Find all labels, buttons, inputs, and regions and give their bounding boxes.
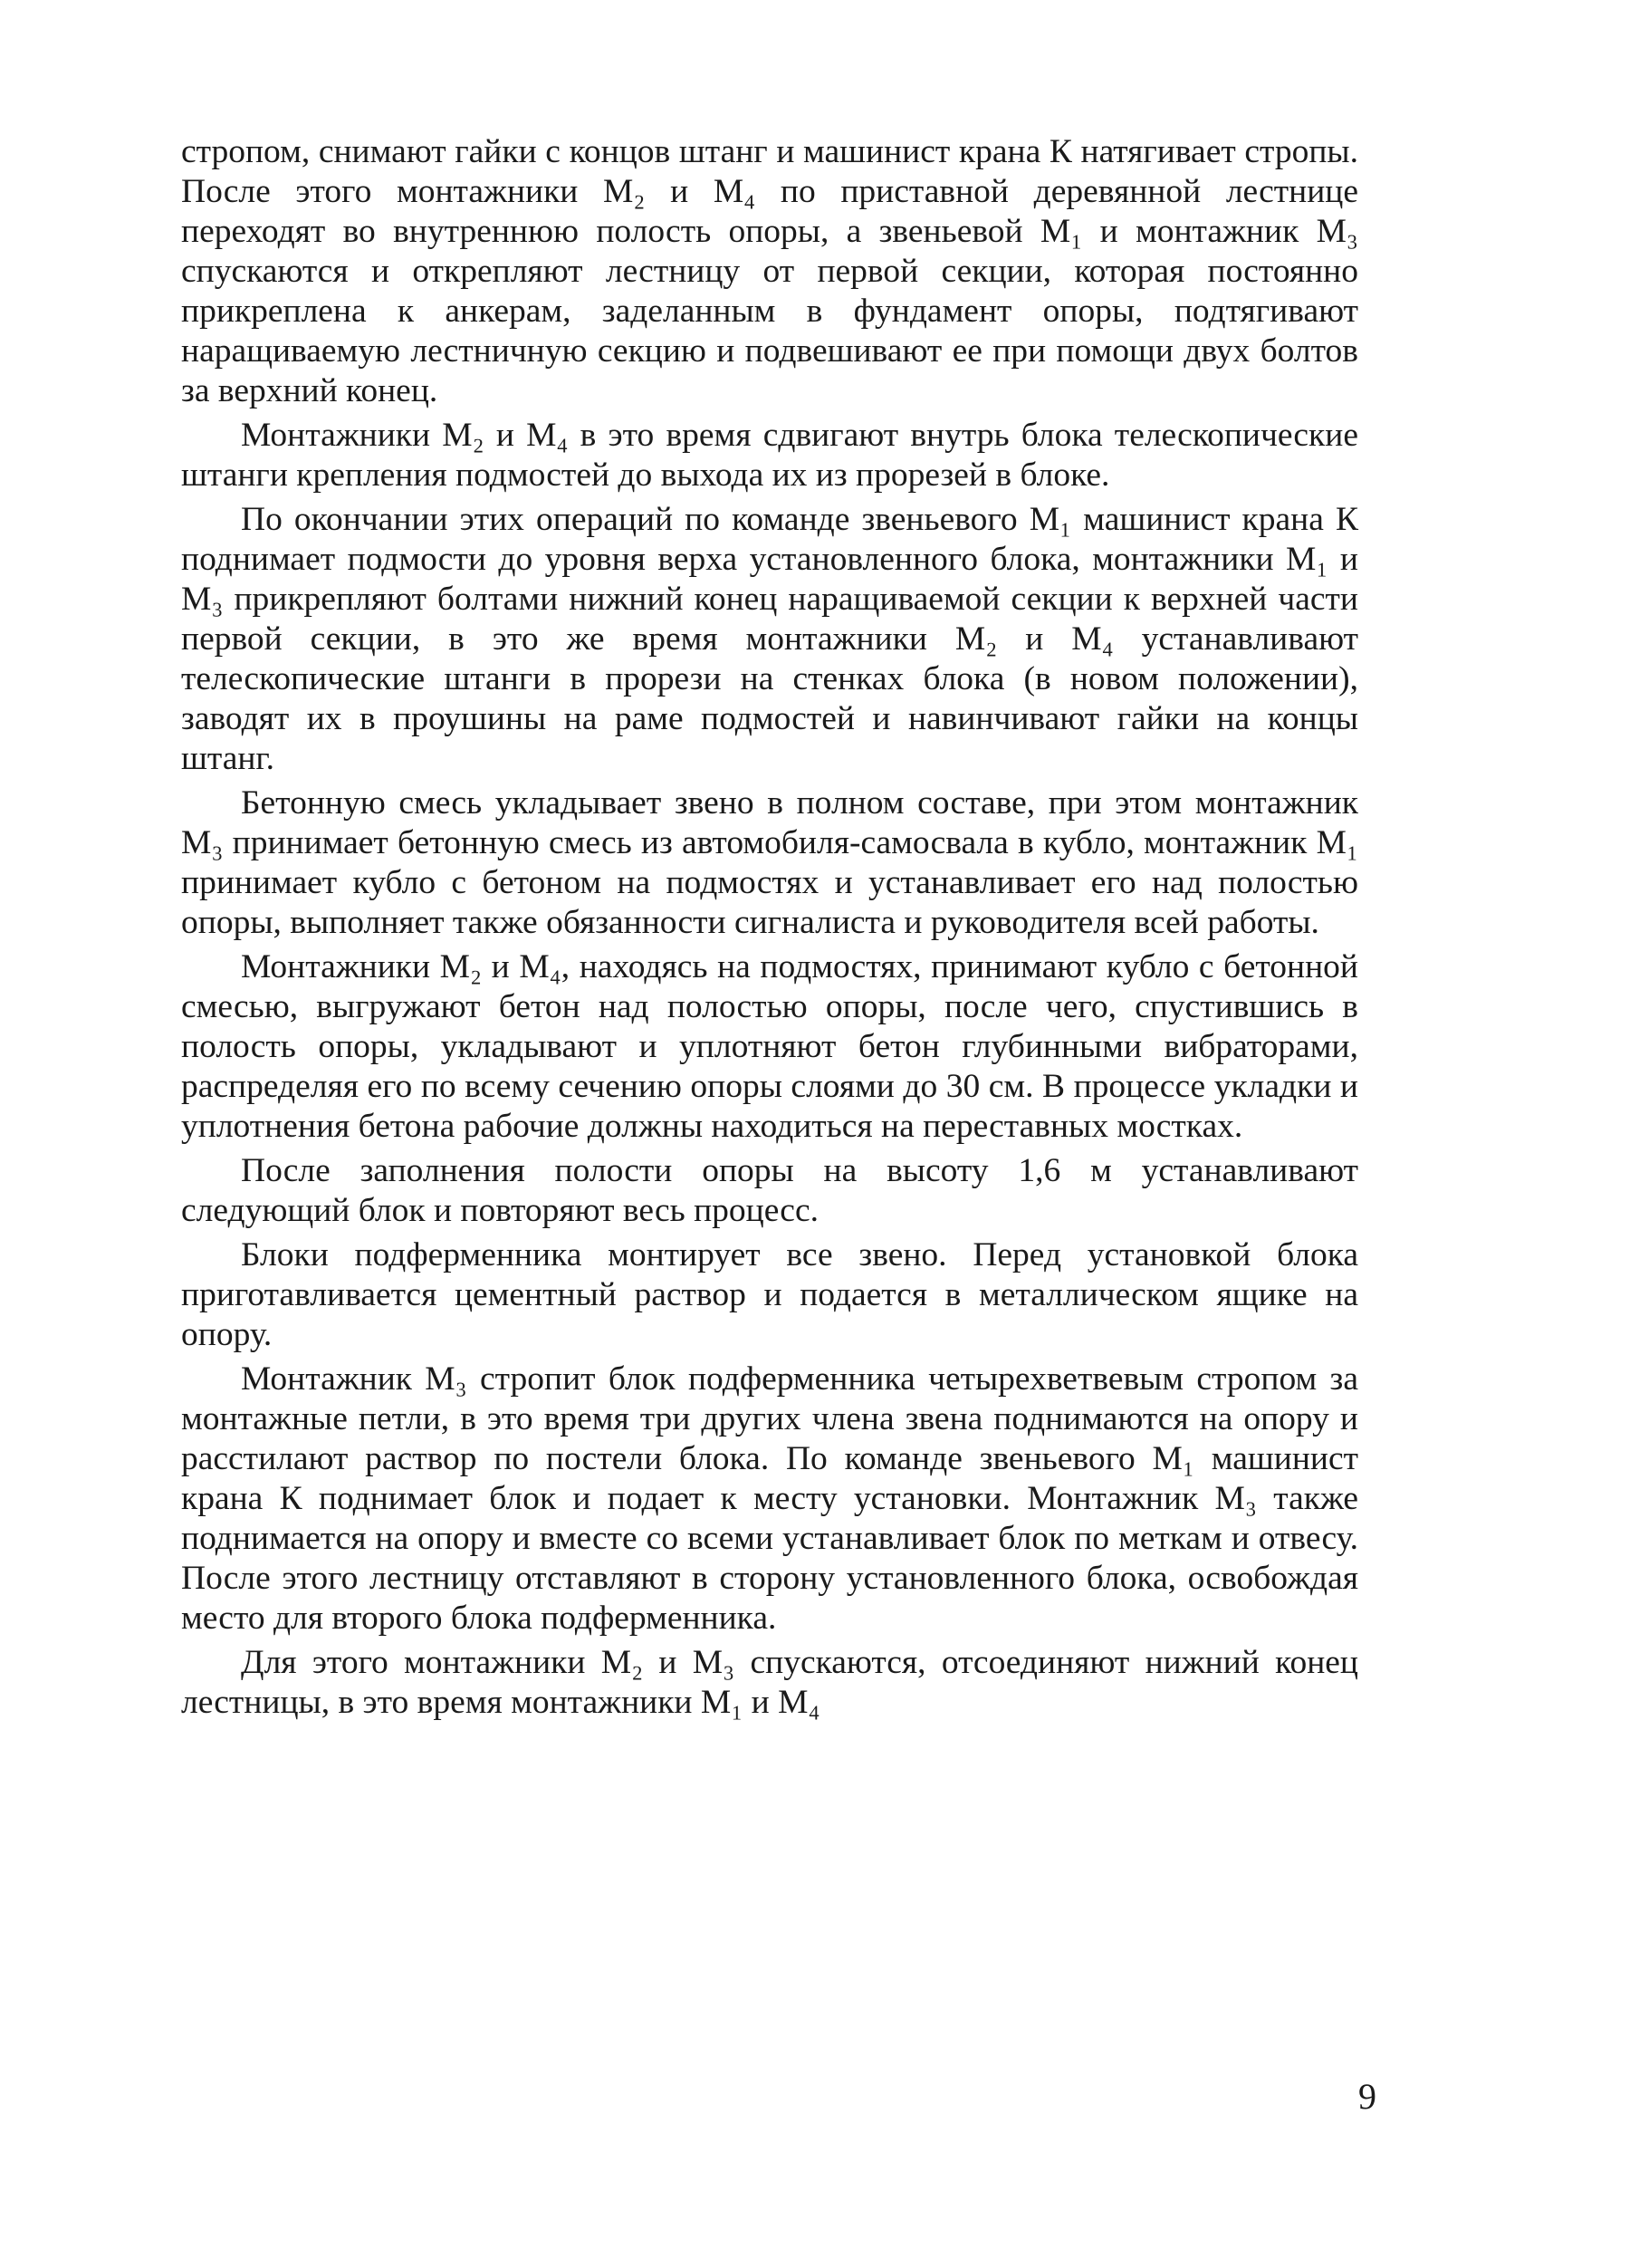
paragraph-7: Блоки подферменника монтирует все звено. Перед установкой блока приготавливается цементный раствор и подается в металлическом ящике на опору. — [181, 1236, 1358, 1353]
page-body — [181, 132, 1358, 1727]
page-number: 9 — [1358, 2076, 1376, 2117]
paragraph-3: По окончании этих операций по команде звеньевого М₁ машинист крана К поднимает подмости до уровня верха установленного блока, монтажники М₁ и М₃ прикрепляют болтами нижний конец наращиваемой секции к верхней части первой секции, в это же время монтажники М₂ и М₄ устанавливают телескопические штанги в прорези на стенках блока (в новом положении), заводят их в проушины на раме подмостей и навинчивают гайки на концы штанг. — [181, 501, 1358, 777]
paragraph-6: После заполнения полости опоры на высоту 1,6 м устанавливают следующий блок и повторяют весь процесс. — [181, 1152, 1358, 1229]
paragraph-2: Монтажники М₂ и М₄ в это время сдвигают внутрь блока телескопические штанги крепления подмостей до выхода их из прорезей в блоке. — [181, 417, 1358, 494]
paragraph-4: Бетонную смесь укладывает звено в полном составе, при этом монтажник М₃ принимает бетонную смесь из автомобиля-самосвала в кубло, монтажник М₁ принимает кубло с бетоном на подмостях и устанавливает его над полостью опоры, выполняет также обязанности сигналиста и руководителя всей работы. — [181, 784, 1358, 941]
paragraph-5: Монтажники М₂ и М₄, находясь на подмостях, принимают кубло с бетонной смесью, выгружают бетон над полостью опоры, после чего, спустившись в полость опоры, укладывают и уплотняют бетон глубинными вибраторами, распределяя его по всему сечению опоры слоями до 30 см. В процессе укладки и уплотнения бетона рабочие должны находиться на переставных мостках. — [181, 948, 1358, 1145]
paragraph-9: Для этого монтажники М₂ и М₃ спускаются, отсоединяют нижний конец лестницы, в это время монтажники М₁ и М₄ — [181, 1644, 1358, 1721]
paragraph-8: Монтажник М₃ стропит блок подферменника четырехветвевым стропом за монтажные петли, в это время три других члена звена поднимаются на опору и расстилают раствор по постели блока. По команде звеньевого М₁ машинист крана К поднимает блок и подает к месту установки. Монтажник М₃ также поднимается на опору и вместе со всеми устанавливает блок по меткам и отвесу. После этого лестницу отставляют в сторону установленного блока, освобождая место для второго блока подферменника. — [181, 1360, 1358, 1637]
paragraph-1: стропом, снимают гайки с концов штанг и машинист крана К натягивает стропы. После этого монтажники М₂ и М₄ по приставной деревянной лестнице переходят во внутреннюю полость опоры, а звеньевой М₁ и монтажник М₃ спускаются и открепляют лестницу от первой секции, которая постоянно прикреплена к анкерам, заделанным в фундамент опоры, подтягивают наращиваемую лестничную секцию и подвешивают ее при помощи двух болтов за верхний конец. — [181, 133, 1358, 409]
